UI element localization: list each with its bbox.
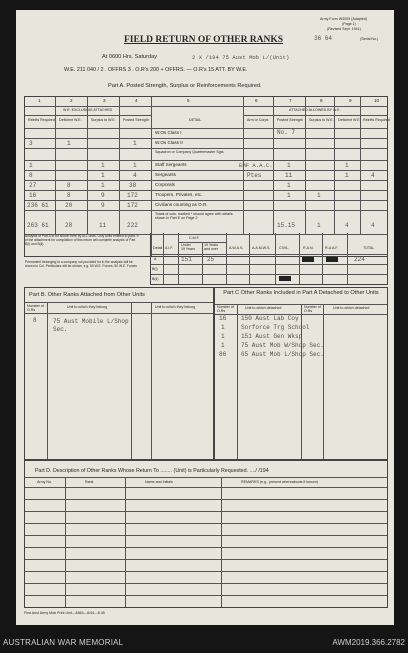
col-number: 5 [187,98,190,103]
part-d-table [24,460,388,608]
attached-posted-value: 11 [285,172,293,179]
total-surplus-value: 11 [99,222,107,229]
part-c-col-header: Unit to which detached [245,306,282,310]
detail-row-label: W.Os Class I [155,130,182,135]
detached-unit: 151 Aust Gen Wksp [241,333,303,340]
posted-strength-value: 38 [129,182,137,189]
attached-reinfts-value: 4 [371,172,375,179]
detail-row-label: Corporals [155,182,175,187]
part-d-title: Part D. Description of Other Ranks Whose Return To ........ (Unit) is Particularly Requested. ..../ /194 [35,468,269,474]
analysis-header: Detail [153,246,163,250]
arm-or-corps-value: EMF A.A.C. [239,162,273,169]
detail-row-label: Staff Sergeants [155,162,187,167]
sub-header: Posted Strength [123,118,149,122]
analysis-row-label: B(ii) [152,277,159,281]
detail-row-label: Sergeants [155,172,176,177]
col-number: 6 [255,98,258,103]
deficient-value: 1 [67,140,71,147]
deficient-value: 8 [67,192,71,199]
part-c-col-header: Unit to which detached [333,306,370,310]
analysis-19plus-value: 25 [207,256,215,263]
arm-or-corps-value: Ptes [247,172,262,179]
analysis-header: A.W.A.S. [229,246,244,250]
detail-row-label: Troopers, Privates, etc. [155,192,203,197]
detail-label: DETAIL [189,118,202,122]
sub-header: Posted Strength [277,118,303,122]
part-b-table [24,287,214,460]
total-deficient-value: 28 [65,222,73,229]
part-d-col-header: Army No. [37,480,52,484]
redaction-block [279,276,291,281]
part-c-col-header: Number of O.Rs [304,305,321,313]
posted-strength-value: 4 [133,172,137,179]
part-a-title: Part A. Posted Strength, Surplus or Reinforcements Required. [108,83,262,89]
permanent-note: Permanent belonging to a company not provided for in the analysis will be shown in Col. Particulars will be shown, e.g. 50 W.E. Forces, 50 W.E. Forces [25,260,137,268]
sub-header: Reinfts Required [363,118,390,122]
col-number: 3 [103,98,106,103]
analysis-note: Analysis of Part A to be shown here by ALL units. Only units entitled to para. 9 of the attachment for compilation of this return will complete analysis of Part B(i) and B(ii). [25,234,139,246]
attached-number: 8 [33,317,37,324]
handwritten-note: No. 7 [277,129,296,136]
detached-number: 16 [219,315,227,322]
detail-row-label: Totals of cols. marked * should agree with details shown in Part E on Page 2 [155,212,233,221]
archive-reference: AWM2019.366.2782 [332,638,405,647]
attached-posted-value: 1 [287,162,291,169]
analysis-header: CIVIL. [279,246,289,250]
detail-row-label: Civilians counting as O.R. [155,202,208,207]
detail-row-label: W.Os Class II [155,140,183,145]
deficient-value: 20 [65,202,73,209]
archive-name: AUSTRALIAN WAR MEMORIAL [3,638,124,647]
analysis-header: A.A.M.W.S. [252,246,271,250]
surplus-value: 9 [101,192,105,199]
part-d-col-header: Rank [85,480,94,484]
analysis-table [150,233,388,285]
analysis-header: R.A.A.F. [325,246,339,250]
total-attached-surplus-value: 1 [317,222,321,229]
archive-footer [0,633,408,653]
sub-header: Deficient W.E. [338,118,361,122]
reinfts-required-value: 27 [29,182,37,189]
col-number: 7 [289,98,292,103]
form-page [16,10,394,625]
attached-unit: 75 Aust Mobile L/Shop Sec. [53,318,129,334]
analysis-row-label: B(i) [152,267,158,271]
part-c-title: Part C Other Ranks Included in Part A Detached to Other Units [223,290,379,296]
sub-header: Deficient W.E. [59,118,82,122]
reinfts-required-value: 236 61 [27,202,49,209]
sub-header: Arm or Corps [247,118,269,122]
attached-deficient-value: 1 [345,172,349,179]
part-b-title: Part B. Other Ranks Attached from Other Units [29,292,145,298]
analysis-header: R.A.N. [303,246,314,250]
form-edition: (Revised Sept. 1941) [327,27,361,31]
sub-header: Surplus to W.E. [309,118,334,122]
posted-strength-value: 172 [127,202,138,209]
part-b-col-header: Unit to which they belong [67,305,108,309]
posted-strength-value: 1 [133,162,137,169]
total-reinfts-value: 263 61 [27,222,49,229]
attached-deficient-value: 1 [345,162,349,169]
detached-number: 1 [221,342,225,349]
detail-row-label: Squadron or Company Quartermaster Sgts [155,150,224,154]
sub-header: Reinfts Required [28,118,55,122]
detached-unit: 65 Aust Mob L/Shop Sec. [241,351,324,358]
attached-posted-value: 1 [287,192,291,199]
surplus-value: 9 [101,202,105,209]
we-excluding-attached-label: W.E. EXCLUDING ATTACHED [63,108,113,112]
form-title: FIELD RETURN OF OTHER RANKS [124,35,284,45]
part-b-col-header: Number of O.Rs [27,304,44,312]
deficient-value: 8 [67,182,71,189]
attached-posted-value: 1 [287,182,291,189]
detached-unit: Sorforce Trg School [241,324,310,331]
col-number: 10 [374,98,380,103]
analysis-header: A.I.F. [165,246,174,250]
form-reference: Army Form W3009 (Adapted) [320,17,367,21]
cmf-label: C.M.F. [189,236,200,240]
reinfts-required-value: 16 [29,192,37,199]
sub-header: Surplus to W.E. [91,118,116,122]
date-line-prefix: At 0600 Hrs. Saturday [102,54,158,60]
analysis-header: 19 Years and over [204,243,218,251]
col-number: 9 [349,98,352,103]
serial-number-value: 36 64 [314,35,333,42]
total-attached-reinfts-value: 4 [371,222,375,229]
reinfts-required-value: 3 [29,140,33,147]
part-c-table [214,287,388,460]
col-number: 4 [135,98,138,103]
attached-allowed-label: ATTACHED ALLOWED BY W.E. [289,108,341,112]
surplus-value: 1 [101,182,105,189]
part-b-col-header: Unit to which they belong [155,305,196,309]
analysis-row-label: A [154,257,157,261]
part-d-col-header: REMARKS (e.g., present whereabouts if known) [241,480,318,484]
print-line: First Aust Army Mob Print Unit—4863—6/44—8.45 [24,611,105,615]
posted-strength-value: 1 [133,140,137,147]
posted-strength-value: 172 [127,192,138,199]
col-number: 8 [320,98,323,103]
analysis-aif-value: 151 [181,256,192,263]
part-c-col-header: Number of O.Rs [217,305,234,313]
detached-unit: 75 Aust Mob W/Shop Sec. [241,342,324,349]
form-page-number: (Page 1) [342,22,356,26]
reinfts-required-value: 1 [29,162,33,169]
reinfts-required-value: 8 [29,172,33,179]
total-posted-value: 222 [127,222,138,229]
attached-surplus-value: 1 [317,192,321,199]
detached-unit: 150 Aust Lab Coy [241,315,299,322]
serial-number-label: (Serial No.) [360,37,379,41]
detached-number: 1 [221,324,225,331]
total-attached-posted-value: 15.15 [277,222,296,229]
detached-number: 1 [221,333,225,340]
analysis-header: TOTAL [363,246,375,250]
we-establishment-line: W.E. 211 040 / 2 . OFFRS 3 . O.R's 200 + OFFRS. — O.R's 15 ATT. BY W.E. [64,67,248,73]
analysis-total-value: 224 [354,256,365,263]
redaction-block [302,257,314,262]
surplus-value: 1 [101,162,105,169]
total-attached-deficient-value: 4 [345,222,349,229]
analysis-header: Under 19 Years [181,243,195,251]
redaction-block [326,257,338,262]
col-number: 2 [70,98,73,103]
surplus-value: 1 [101,172,105,179]
date-line-values: 2 X /194 75 Aust Mob L/(Unit) [192,54,290,61]
col-number: 1 [38,98,41,103]
detached-number: 86 [219,351,227,358]
part-d-col-header: Name and Initials [145,480,173,484]
